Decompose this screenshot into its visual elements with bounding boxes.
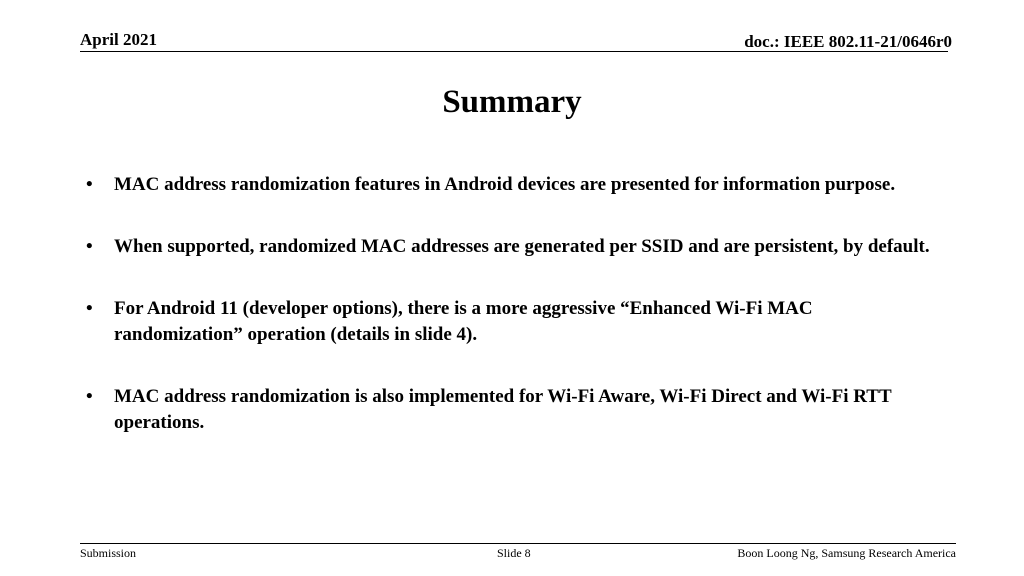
bullet-item (86, 234, 936, 260)
bullet-item (86, 384, 936, 436)
bullet-text: For Android 11 (developer options), there is a more aggressive “Enhanced Wi-Fi MAC randomization” operation (details in slide 4). (114, 298, 813, 345)
bullet-item (86, 172, 936, 198)
bullet-marker: • (86, 298, 93, 319)
footer-divider (80, 543, 956, 544)
bullet-marker: • (86, 174, 93, 195)
header-divider (80, 51, 948, 52)
document-id: doc.: IEEE 802.11-21/0646r0 (744, 32, 952, 51)
bullet-text: MAC address randomization is also implemented for Wi-Fi Aware, Wi-Fi Direct and Wi-Fi RTT operations. (114, 386, 892, 433)
bullet-marker: • (86, 386, 93, 407)
footer-submission: Submission (80, 546, 137, 560)
footer-author: Boon Loong Ng, Samsung Research America (737, 546, 956, 560)
bullet-item (86, 296, 936, 348)
bullet-list (86, 172, 936, 472)
bullet-marker: • (86, 236, 93, 257)
slide-title: Summary (442, 84, 582, 120)
slide-number: Slide 8 (497, 546, 531, 560)
bullet-text: MAC address randomization features in Android devices are presented for information purpose. (114, 174, 896, 195)
header-date: April 2021 (80, 30, 157, 49)
bullet-text: When supported, randomized MAC addresses are generated per SSID and are persistent, by default. (114, 236, 930, 257)
